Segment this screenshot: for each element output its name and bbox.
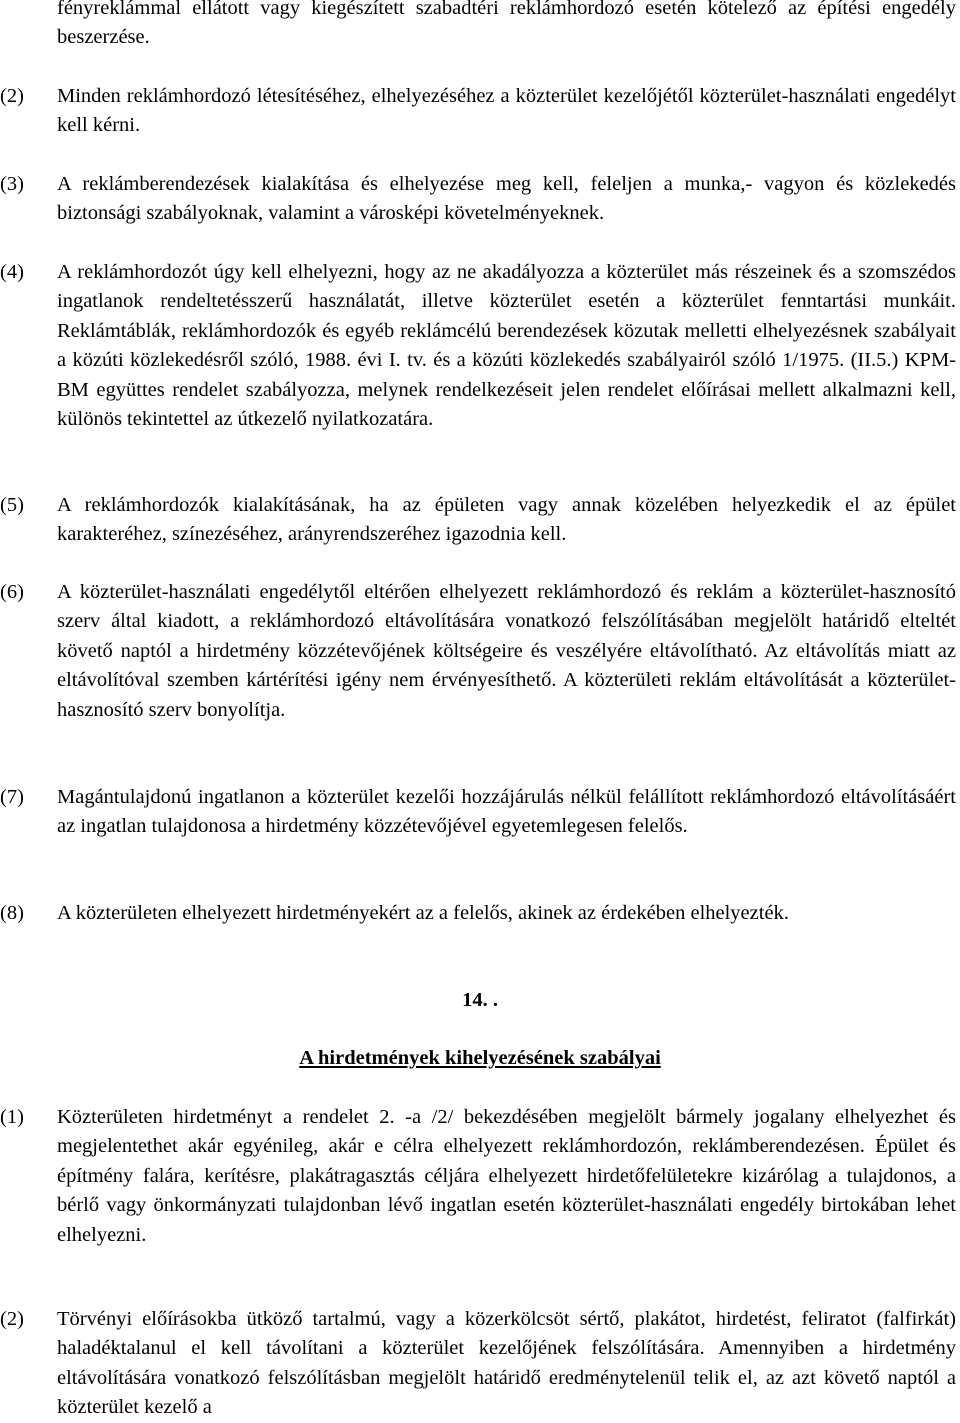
paragraph-2	[0, 82, 956, 141]
paragraph-text: A reklámberendezések kialakítása és elhelyezése meg kell, feleljen a munka,- vagyon és közlekedés biztonsági szabályoknak, valamint a városképi követelményeknek.	[57, 173, 956, 225]
paragraph-7	[0, 783, 956, 842]
paragraph-text: A reklámhordozók kialakításának, ha az épületen vagy annak közelében helyezkedik el az épület karakteréhez, színezéséhez, arányrendszeréhez igazodnia kell.	[57, 494, 956, 546]
paragraph-text: A közterület-használati engedélytől eltérően elhelyezett reklámhordozó és reklám a közterület-hasznosító szerv által kiadott, a reklámhordozó eltávolítására vonatkozó felszólításában megjelölt határidő elteltét követő naptól a hirdetmény közzétevőjének költségeire és veszélyére eltávolítható. Az eltávolítás miatt az eltávolítóval szemben kártérítési igény nem érvényesíthető. A közterületi reklám eltávolítását a közterület-hasznosító szerv bonyolítja.	[57, 581, 956, 721]
paragraph-number: (2)	[0, 1308, 24, 1330]
paragraph-number: (2)	[0, 85, 24, 107]
paragraph-number: (5)	[0, 494, 24, 516]
paragraph-text: A reklámhordozót úgy kell elhelyezni, hogy az ne akadályozza a közterület más részeinek és a szomszédos ingatlanok rendeltetésszerű használatát, illetve közterület esetén a közterület fenntartási munkáit. Reklámtáblák, reklámhordozók és egyéb reklámcélú berendezések közutak melletti elhelyezésnek szabályait a közúti közlekedésről szóló, 1988. évi I. tv. és a közúti közlekedés szabályairól szóló 1/1975. (II.5.) KPM-BM együttes rendelet szabályozza, melynek rendelkezéseit jelen rendelet előírásai mellett alkalmazni kell, különös tekintettel az útkezelő nyilatkozatára.	[57, 261, 956, 431]
paragraph-text: Magántulajdonú ingatlanon a közterület kezelői hozzájárulás nélkül felállított reklámhordozó eltávolításáért az ingatlan tulajdonosa a hirdetmény közzétevőjével egyetemlegesen felelős.	[57, 786, 956, 838]
paragraph-text: A közterületen elhelyezett hirdetményekért az a felelős, akinek az érdekében elhelyezték.	[57, 902, 789, 924]
paragraph-number: (3)	[0, 173, 24, 195]
paragraph-5	[0, 491, 956, 550]
section-number: 14. .	[462, 989, 498, 1011]
paragraph-text: Közterületen hirdetményt a rendelet 2. -a /2/ bekezdésében megjelölt bármely jogalany elhelyezhet és megjelentethet akár egyénileg, akár e célra elhelyezett reklámhordozón, reklámberendezésen. Épület és építmény falára, kerítésre, plakátragasztás céljára elhelyezett hirdetőfelületekre kizárólag a tulajdonos, a bérlő vagy önkormányzati tulajdonban lévő ingatlan esetén közterület-használati engedély birtokában lehet elhelyezni.	[57, 1106, 956, 1246]
paragraph-number: (8)	[0, 902, 24, 924]
paragraph-number: (6)	[0, 581, 24, 603]
paragraph-text: Minden reklámhordozó létesítéséhez, elhelyezéséhez a közterület kezelőjétől közterület-használati engedélyt kell kérni.	[57, 85, 956, 137]
paragraph-3	[0, 170, 956, 229]
paragraph-number: (4)	[0, 261, 24, 283]
section-paragraph-1	[0, 1103, 956, 1250]
paragraph-4	[0, 258, 956, 434]
section-title: A hirdetmények kihelyezésének szabályai	[299, 1047, 661, 1069]
paragraph-number: (1)	[0, 1106, 24, 1128]
section-paragraph-2	[0, 1305, 956, 1423]
paragraph-8	[0, 899, 956, 928]
paragraph-text: Törvényi előírásokba ütköző tartalmú, vagy a közerkölcsöt sértő, plakátot, hirdetést, feliratot (falfirkát) haladéktalanul el kell távolítani a közterület kezelőjének felszólítására. Amennyiben a hirdetmény eltávolítására vonatkozó felszólításban megjelölt határidő eredménytelenül telik el, az azt követő naptól a közterület kezelő a	[57, 1308, 956, 1419]
continued-paragraph	[57, 0, 956, 53]
paragraph-text: fényreklámmal ellátott vagy kiegészített szabadtéri reklámhordozó esetén kötelező az építési engedély beszerzése.	[57, 0, 956, 49]
paragraph-number: (7)	[0, 786, 24, 808]
paragraph-6	[0, 578, 956, 725]
